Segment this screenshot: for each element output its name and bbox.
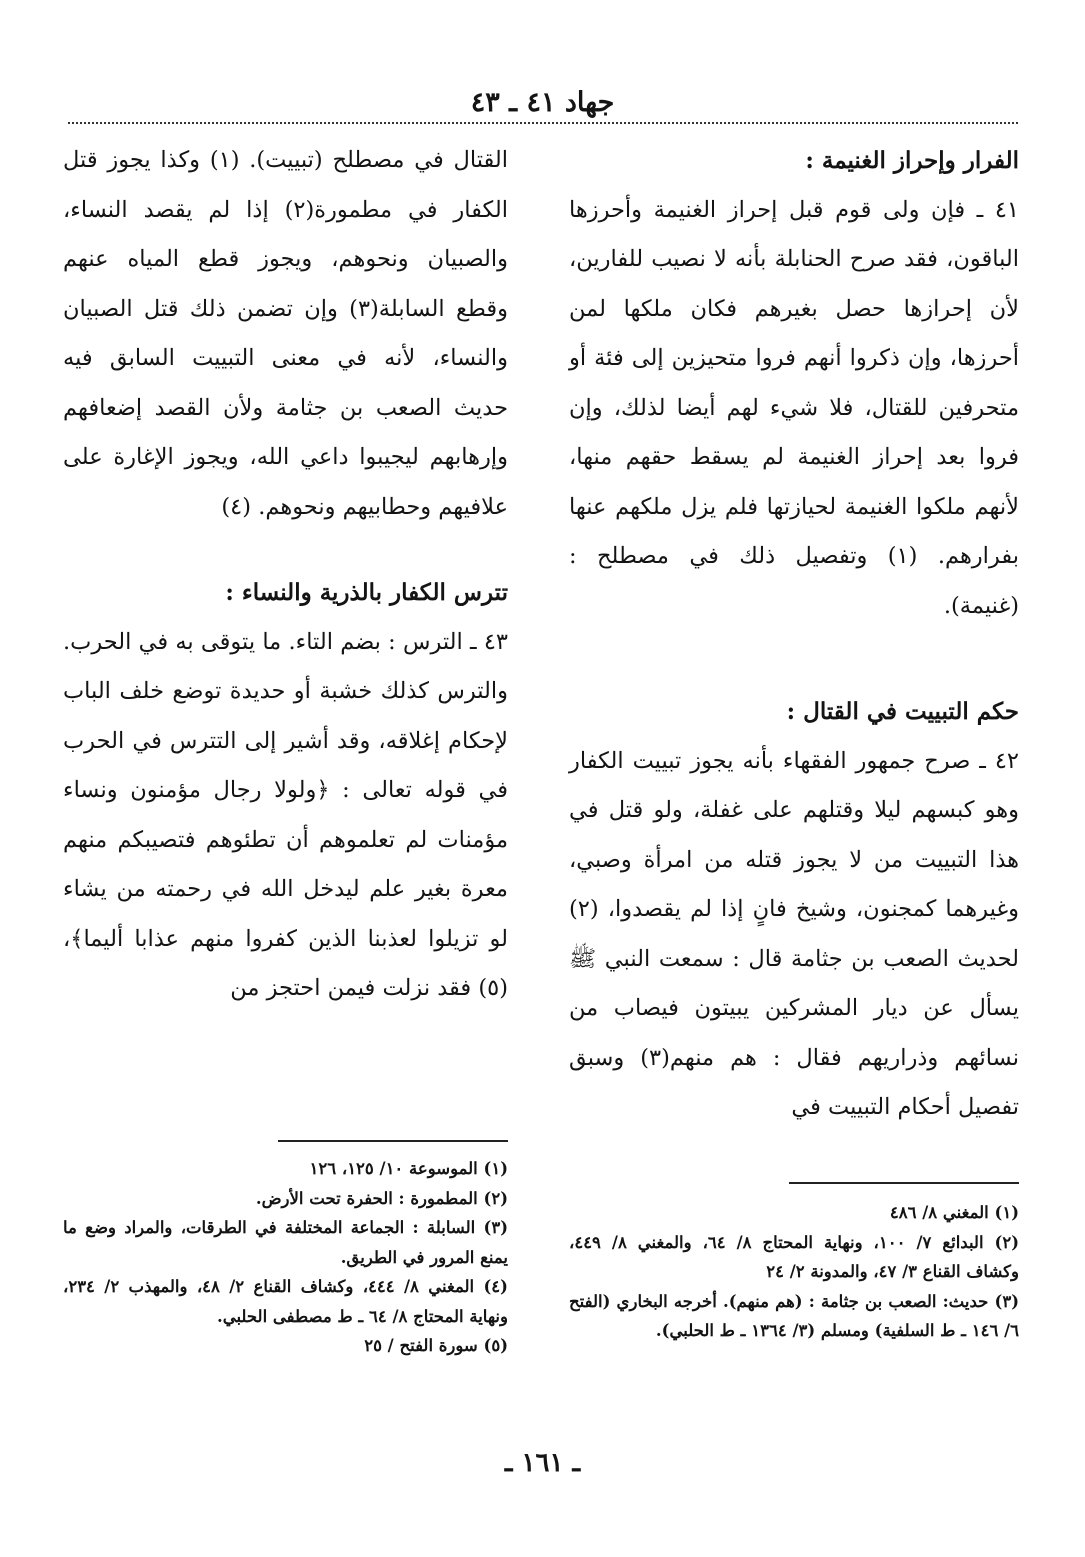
footnote-item: (٢) البدائع ٧/ ١٠٠، ونهاية المحتاج ٨/ ٦٤، والمغني ٨/ ٤٤٩، وكشاف القناع ٣/ ٤٧، والمدونة ٢/ ٢٤ <box>569 1232 1020 1281</box>
footnote-item: (١) المغني ٨/ ٤٨٦ <box>889 1203 1019 1222</box>
footnote-item: (٣) السابلة : الجماعة المختلفة في الطرقات، والمراد وضع ما يمنع المرور في الطريق. <box>63 1218 508 1267</box>
footnote-item: (٤) المغني ٨/ ٤٤٤، وكشاف القناع ٢/ ٤٨، والمهذب ٢/ ٢٣٤، ونهاية المحتاج ٨/ ٦٤ ـ ط مصطفى الحلبي. <box>63 1277 508 1326</box>
section-42-heading: حكم التبييت في القتال : <box>786 698 1019 725</box>
running-header: جهاد ٤١ ـ ٤٣ <box>470 87 615 118</box>
left-footnotes <box>63 1140 508 1361</box>
page-number: ـ ١٦١ ـ <box>504 1448 581 1478</box>
footnote-divider <box>278 1140 508 1142</box>
footnote-item: (٢) المطمورة : الحفرة تحت الأرض. <box>255 1188 508 1208</box>
section-42-text: ٤٢ ـ صرح جمهور الفقهاء بأنه يجوز تبييت الكفار وهو كبسهم ليلا وقتلهم على غفلة، ولو قتل في هذا التبييت من لا يجوز قتله من امرأة وصبي، وغيرهما كمجنون، وشيخ فانٍ إذا لم يقصدوا، (٢) لحديث الصعب بن جثامة قال : سمعت النبي ﷺ يسأل عن ديار المشركين يبيتون فيصاب من نسائهم وذراريهم فقال : هم منهم(٣) وسبق تفصيل أحكام التبييت في <box>569 747 1019 1120</box>
section-spacer <box>63 532 508 568</box>
footnote-item: (٣) حديث: الصعب بن جثامة : (هم منهم). أخرجه البخاري (الفتح ٦/ ١٤٦ ـ ط السلفية) ومسلم (٣/ ١٣٦٤ ـ ط الحلبي). <box>569 1291 1019 1340</box>
section-43-heading: تترس الكفار بالذرية والنساء : <box>225 579 508 606</box>
footnote-item: (١) الموسوعة ١٠/ ١٢٥، ١٢٦ <box>309 1159 508 1178</box>
footnote-divider <box>789 1182 1019 1184</box>
section-41-heading: الفرار وإحراز الغنيمة : <box>805 147 1019 174</box>
section-43-text: ٤٣ ـ الترس : بضم التاء. ما يتوقى به في الحرب. والترس كذلك خشبة أو حديدة توضع خلف الباب لإحكام إغلاقه، وقد أشير إلى التترس في الحرب في قوله تعالى : ﴿ولولا رجال مؤمنون ونساء مؤمنات لم تعلموهم أن تطئوهم فتصيبكم منهم معرة بغير علم ليدخل الله في رحمته من يشاء لو تزيلوا لعذبنا الذين كفروا منهم عذابا أليما﴾، (٥) فقد نزلت فيمن احتجز من <box>63 628 508 1001</box>
section-spacer <box>569 631 1019 687</box>
section-42-continuation: القتال في مصطلح (تبييت). (١) وكذا يجوز قتل الكفار في مطمورة(٢) إذا لم يقصد النساء، والصبيان ونحوهم، ويجوز قطع المياه عنهم وقطع السابلة(٣) وإن تضمن ذلك قتل الصبيان والنساء، لأنه في معنى التبييت السابق فيه حديث الصعب بن جثامة ولأن القصد إضعافهم وإرهابهم ليجيبوا داعي الله، ويجوز الإغارة على علافيهم وحطابيهم ونحوهم. (٤) <box>63 147 508 520</box>
right-column <box>569 136 1019 1133</box>
left-column <box>63 136 508 1014</box>
section-41-text: ٤١ ـ فإن ولى قوم قبل إحراز الغنيمة وأحرزها الباقون، فقد صرح الحنابلة بأنه لا نصيب للفارين، لأن إحرازها حصل بغيرهم فكان ملكها لمن أحرزها، وإن ذكروا أنهم فروا متحيزين إلى فئة أو متحرفين للقتال، فلا شيء لهم أيضا لذلك، وإن فروا بعد إحراز الغنيمة لم يسقط حقهم منها، لأنهم ملكوا الغنيمة لحيازتها فلم يزل ملكهم عنها بفرارهم. (١) وتفصيل ذلك في مصطلح : (غنيمة). <box>569 196 1019 619</box>
right-footnotes <box>569 1182 1019 1346</box>
header-divider <box>68 122 1018 124</box>
footnote-item: (٥) سورة الفتح / ٢٥ <box>364 1336 508 1355</box>
